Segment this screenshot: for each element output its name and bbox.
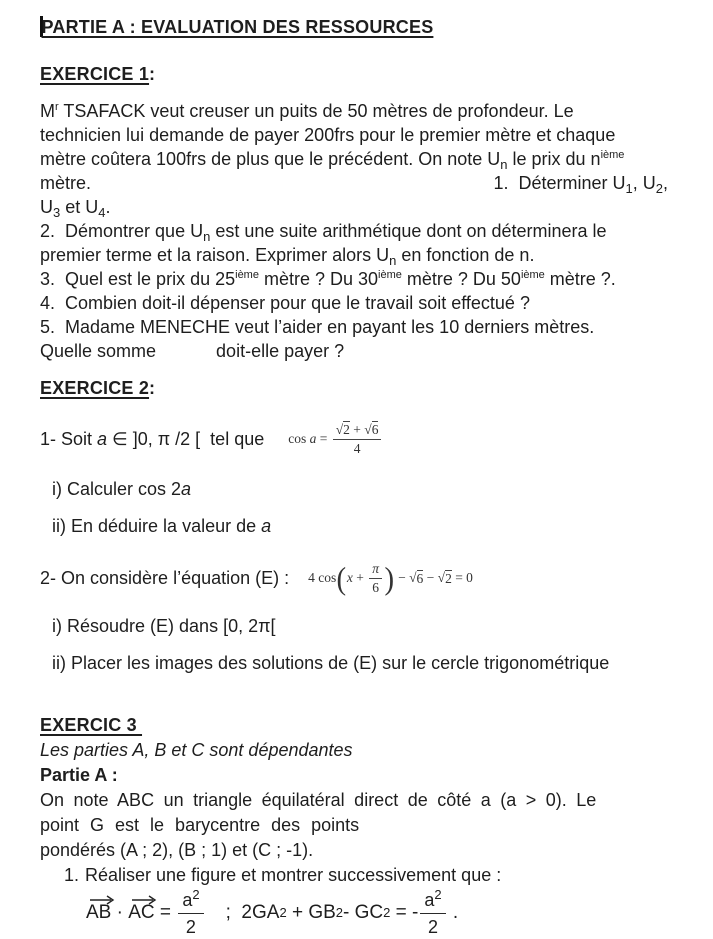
exercise2-item-ii: ii) En déduire la valeur de a <box>52 516 272 536</box>
text-line: $M^r$ TSAFACK veut creuser un puits de 50 mètres de profondeur. Le <box>40 101 574 121</box>
text-line: $U_3$ et $U_4$. <box>40 197 111 220</box>
exercise3-part-a-label: Partie A : <box>40 765 118 785</box>
exercise3-note: Les parties A, B et C sont dépendantes <box>40 740 353 760</box>
text-line: mètre coûtera 100frs de plus que le précédent. On note $U_n$ le prix du $n^{ième}$ <box>40 149 625 172</box>
exercise2-question1: 1- Soit a ∈ ]0, π /2 [ tel que cos a = $\frac{√2 + √6}{4}$ <box>40 416 668 462</box>
vector-AB: AB <box>86 901 111 925</box>
part-a-title: PARTIE A : EVALUATION DES RESSOURCES <box>41 17 434 37</box>
text-line: technicien lui demande de payer 200frs pour le premier mètre et chaque <box>40 125 616 145</box>
exercise2-heading: EXERCICE 2: <box>40 378 156 398</box>
exercise1-body <box>40 99 668 363</box>
exercise2-question2: 2- On considère l’équation (E) : 4 cos ( x + $\frac{\pi}{6}$ ) − √ 6 − √ 2 = 0 <box>40 560 473 596</box>
vector-arrow-icon <box>131 892 157 904</box>
text-line: 4. Combien doit-il dépenser pour que le travail soit effectué ? <box>40 293 530 313</box>
text-line: 5. Madame MENECHE veut l’aider en payant les 10 derniers mètres. <box>40 317 595 337</box>
text-line: 2. Démontrer que $U_n$ est une suite arithmétique dont on déterminera le <box>40 221 607 244</box>
text-line: Quelle somme doit-elle payer ? <box>40 341 345 361</box>
equation-E: 4 cos ( x + $\frac{\pi}{6}$ ) − √ 6 − √ 2 = 0 <box>308 560 473 596</box>
text-line: pondérés (A ; 2), (B ; 1) et (C ; -1). <box>40 840 314 860</box>
vector-arrow-icon <box>89 892 115 904</box>
vector-AC: AC <box>128 901 154 925</box>
text-line: On note ABC un triangle équilatéral direct de côté a (a > 0). Le <box>40 790 597 810</box>
exercise3-formula: AB · AC = $\frac{a^2}{2}$ ; 2GA 2 + GB 2 - GC 2 = - $\frac{a^2}{2}$ . <box>86 886 459 937</box>
exercise2-item-ii2: ii) Placer les images des solutions de (E) sur le cercle trigonométrique <box>52 653 610 673</box>
exercise2-item-i: i) Calculer cos 2a <box>52 479 192 499</box>
text-line: premier terme et la raison. Exprimer alors $U_n$ en fonction de n. <box>40 245 535 268</box>
exercise3-question1: 1. Réaliser une figure et montrer successivement que : <box>64 865 502 885</box>
exercise3-heading: EXERCIC 3 <box>40 715 143 735</box>
text-line: mètre. 1. Déterminer $U_1$, $U_2$, <box>40 173 668 196</box>
exercise2-item-i2: i) Résoudre (E) dans [0, 2π[ <box>52 616 276 636</box>
exercise1-heading: EXERCICE 1: <box>40 64 156 84</box>
text-line: 3. Quel est le prix du 25ième mètre ? Du 30ième mètre ? Du 50ième mètre ?. <box>40 269 616 289</box>
text-line: point G est le barycentre des points <box>40 815 360 835</box>
cos-a-equation: cos a = $\frac{√2 + √6}{4}$ <box>288 422 383 456</box>
